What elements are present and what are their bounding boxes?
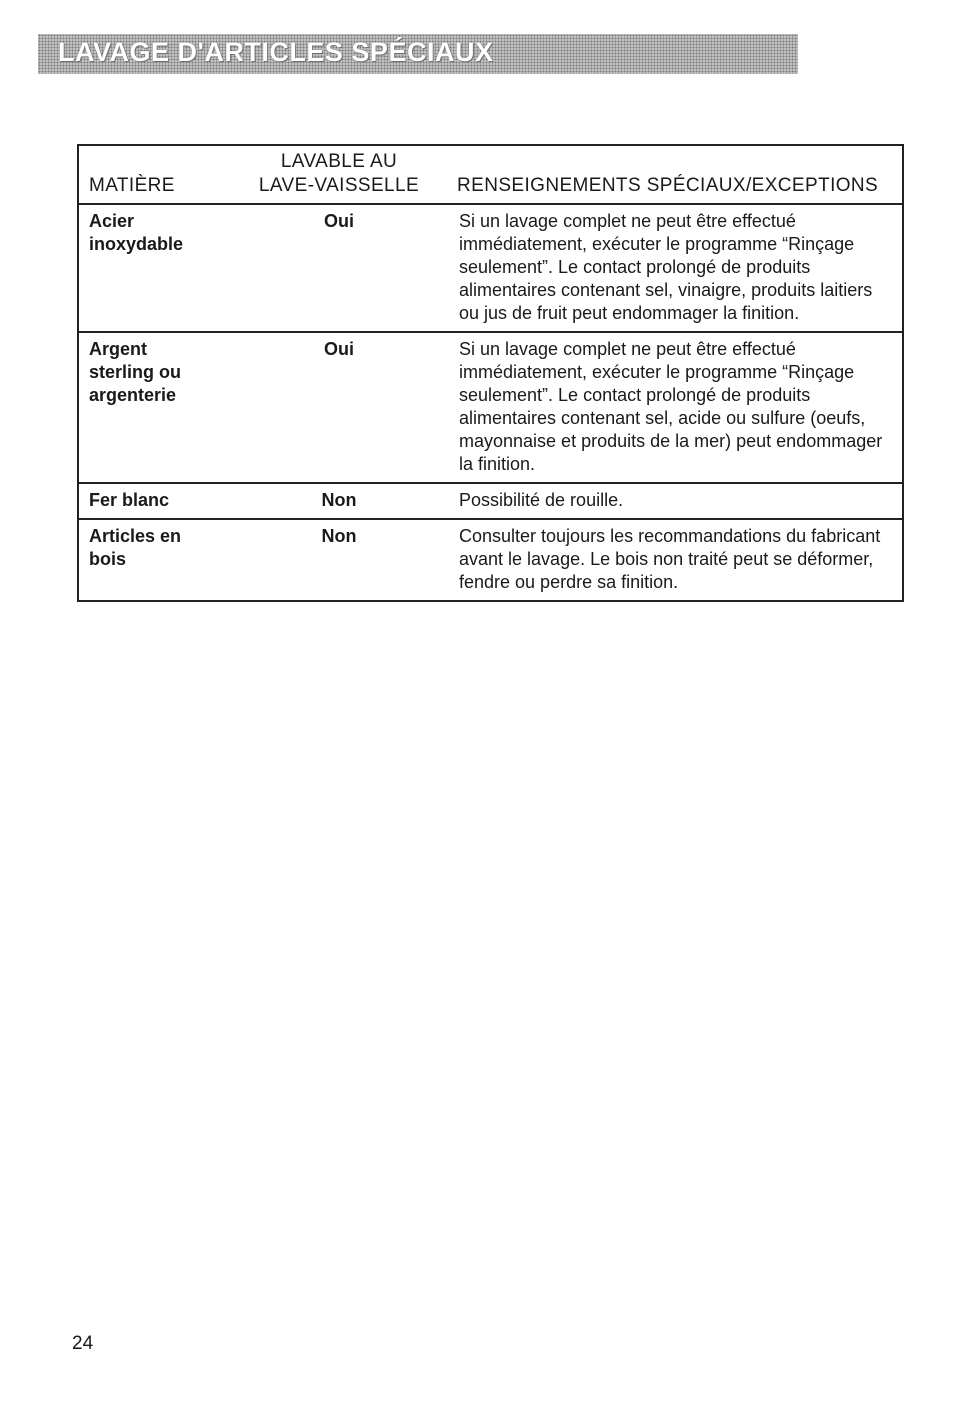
- row-washable: Oui: [229, 204, 447, 332]
- header-washable-line2: LAVE-VAISSELLE: [258, 175, 420, 196]
- row-material-line2: sterling ou: [89, 362, 182, 382]
- page-number: 24: [72, 1333, 94, 1354]
- header-notes: [447, 145, 903, 204]
- row-notes: Si un lavage complet ne peut être effectué immédiatement, exécuter le programme “Rinçage seulement”. Le contact prolongé de produits alimentaires contenant sel, vinaigre, produits laitiers ou jus de fruit peut endommager la finition.: [447, 204, 903, 332]
- table-header-row: [78, 145, 903, 204]
- row-notes: Possibilité de rouille.: [447, 483, 903, 519]
- row-material-line1: Acier: [89, 211, 135, 231]
- header-notes-label: RENSEIGNEMENTS SPÉCIAUX/EXCEPTIONS: [457, 175, 879, 196]
- row-material: [78, 332, 229, 483]
- special-items-table: [77, 144, 904, 602]
- table-row: [78, 204, 903, 332]
- section-title: LAVAGE D'ARTICLES SPÉCIAUX: [58, 37, 494, 67]
- row-washable: Non: [321, 526, 357, 546]
- row-notes: Si un lavage complet ne peut être effectué immédiatement, exécuter le programme “Rinçage seulement”. Le contact prolongé de produits alimentaires contenant sel, acide ou sulfure (oeufs, mayonnaise et produits de la mer) peut endommager la finition.: [447, 332, 903, 483]
- row-notes: Consulter toujours les recommandations du fabricant avant le lavage. Le bois non traité peut se déformer, fendre ou perdre sa finition.: [459, 526, 881, 592]
- row-washable: Oui: [229, 332, 447, 483]
- row-material: [78, 204, 229, 332]
- row-washable: Non: [229, 483, 447, 519]
- header-washable: [229, 145, 447, 204]
- row-material-line1: Fer blanc: [89, 490, 170, 510]
- row-material-line1: Articles en: [89, 526, 182, 546]
- row-material: [78, 483, 229, 519]
- header-material: [78, 145, 229, 204]
- row-material-line2: bois: [89, 549, 127, 569]
- section-banner: [38, 34, 798, 74]
- table-row: [78, 332, 903, 483]
- table-row: [78, 483, 903, 519]
- row-material-line3: argenterie: [89, 385, 177, 405]
- row-material-line1: Argent: [89, 339, 147, 359]
- table-row: [78, 519, 903, 601]
- header-material-label: MATIÈRE: [89, 175, 175, 196]
- row-material: [78, 519, 229, 601]
- header-washable-line1: LAVABLE AU: [280, 151, 398, 172]
- row-material-line2: inoxydable: [89, 234, 184, 254]
